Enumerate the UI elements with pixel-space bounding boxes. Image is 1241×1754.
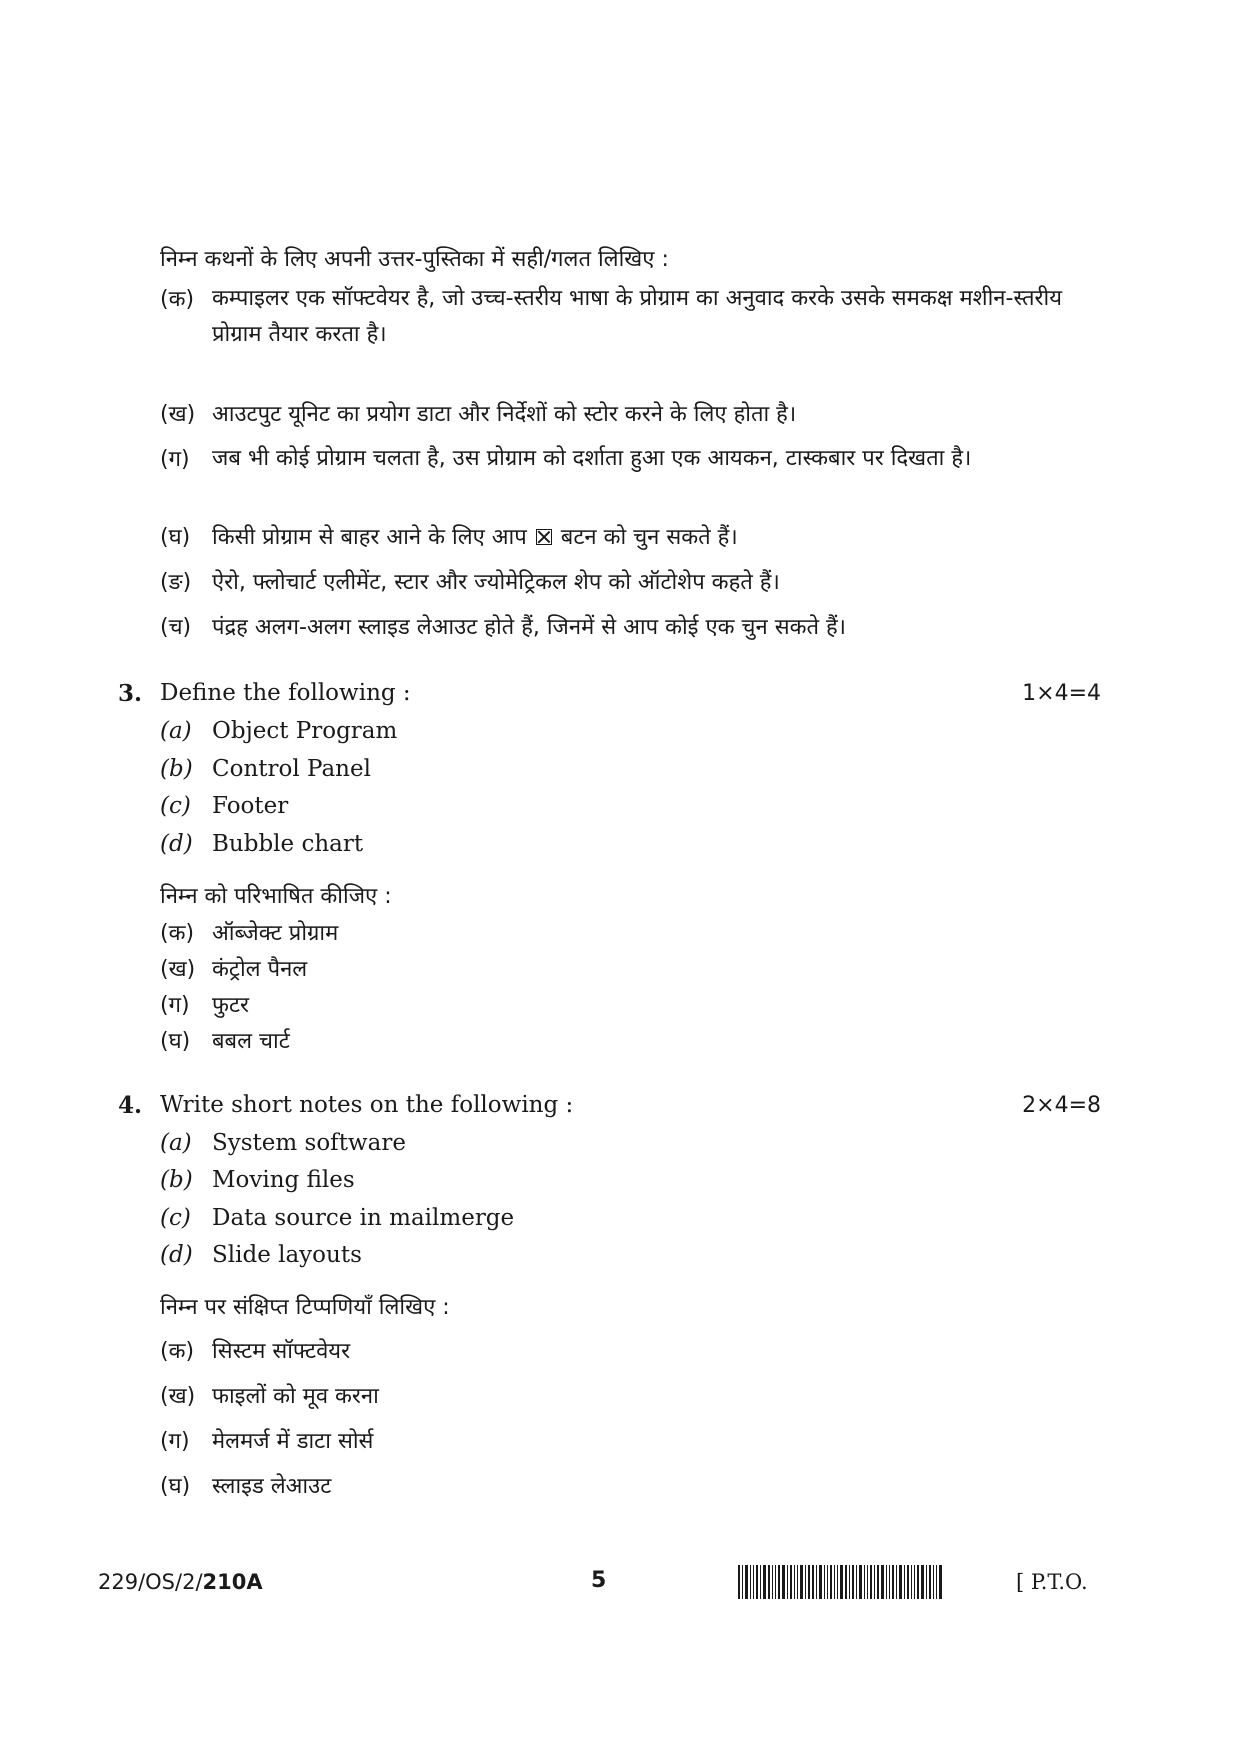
q4-hindi-item-ga [160,1425,373,1455]
q4-hindi-label: (क) [160,1339,195,1364]
barcode-bar [753,1565,754,1599]
barcode-bar [768,1565,770,1599]
barcode-bar [742,1565,743,1599]
tf-item-kha [160,398,796,428]
barcode-bar [812,1565,814,1599]
barcode-bar [738,1565,740,1599]
q3-marks: 1×4=4 [1022,681,1101,706]
barcode-bar [797,1565,798,1599]
barcode-bar [929,1565,931,1599]
barcode-bar [856,1565,857,1599]
barcode-bar [881,1565,884,1599]
barcode-bar [834,1565,835,1599]
barcode-bar [896,1565,897,1599]
barcode-icon [738,1565,1003,1599]
barcode-bar [939,1565,942,1599]
q3-hindi-label: (ग) [160,993,190,1018]
close-box-icon [536,529,552,545]
q4-hindi-text: स्लाइड लेआउट [212,1474,332,1499]
q4-hindi-item-kha [160,1380,379,1410]
barcode-bar [845,1565,847,1599]
q3-item-d [160,831,363,857]
q4-marks: 2×4=8 [1022,1093,1101,1118]
barcode-bar [867,1565,868,1599]
barcode-bar [827,1565,828,1599]
tf-text: पंद्रह अलग-अलग स्लाइड लेआउट होते हैं, जिनमें से आप कोई एक चुन सकते हैं। [212,615,847,640]
pto-label: [ P.T.O. [1016,1570,1088,1594]
q4-hindi-text: फाइलों को मूव करना [212,1384,379,1409]
barcode-bar [886,1565,887,1599]
tf-text-after: बटन को चुन सकते हैं। [560,525,738,550]
barcode-bar [870,1565,872,1599]
barcode-bar [790,1565,792,1599]
barcode-bar [837,1565,838,1599]
barcode-bar [877,1565,879,1599]
q4-label: (b) [160,1167,193,1193]
barcode-bar [782,1565,785,1599]
q4-label: (a) [160,1130,192,1156]
q4-hindi-item-ka [160,1335,350,1365]
q3-hindi-item-ga [160,989,249,1019]
q3-hindi-label: (ख) [160,957,196,982]
q3-text: Object Program [212,718,398,744]
q3-hindi-item-kha [160,953,307,983]
tf-text-ka: कम्पाइलर एक सॉफ्टवेयर है, जो उच्च-स्तरीय भाषा के प्रोग्राम का अनुवाद करके उसके समकक्ष मशीन-स्तरीय प्रोग्राम तैयार करता है। [212,286,1063,347]
tf-text-ga: जब भी कोई प्रोग्राम चलता है, उस प्रोग्राम को दर्शाता हुआ एक आयकन, टास्कबार पर दिखता है। [212,446,972,471]
tf-text: ऐरो, फ्लोचार्ट एलीमेंट, स्टार और ज्योमेट्रिकल शेप को ऑटोशेप कहते हैं। [212,570,780,595]
barcode-bar [859,1565,862,1599]
barcode-bar [864,1565,865,1599]
q3-number: 3. [118,680,143,707]
tf-item-ka [160,283,212,313]
barcode-bar [763,1565,766,1599]
tf-text: आउटपुट यूनिट का प्रयोग डाटा और निर्देशों को स्टोर करने के लिए होता है। [212,402,797,427]
tf-label: (घ) [160,525,191,550]
q3-item-a [160,718,397,744]
barcode-bar [775,1565,776,1599]
barcode-bar [819,1565,822,1599]
tf-item-ga [160,443,212,473]
barcode-bar [907,1565,909,1599]
barcode-bar [800,1565,803,1599]
q3-hindi-label: (क) [160,921,195,946]
q3-text: Footer [212,793,289,819]
q4-hindi-item-gha [160,1470,331,1500]
q3-title: Define the following : [160,680,411,706]
barcode-bar [750,1565,751,1599]
tf-intro: निम्न कथनों के लिए अपनी उत्तर-पुस्तिका में सही/गलत लिखिए : [160,247,669,272]
paper-code-bold: 210A [202,1570,263,1594]
barcode-bar [892,1565,894,1599]
q4-item-c [160,1205,514,1231]
q3-hindi-item-gha [160,1025,290,1055]
q4-item-a [160,1130,406,1156]
barcode-bar [874,1565,875,1599]
q3-text: Control Panel [212,756,371,782]
barcode-bar [911,1565,912,1599]
q3-hindi-label: (घ) [160,1029,191,1054]
barcode-bar [760,1565,761,1599]
tf-item-nga [160,566,780,596]
q4-item-b [160,1167,355,1193]
barcode-bar [787,1565,788,1599]
barcode-bar [899,1565,902,1599]
q3-item-b [160,756,371,782]
barcode-bar [805,1565,806,1599]
tf-label: (ग) [160,447,190,472]
q4-hindi-label: (घ) [160,1474,191,1499]
q4-hindi-text: मेलमर्ज में डाटा सोर्स [212,1429,374,1454]
barcode-bar [840,1565,843,1599]
barcode-bar [756,1565,758,1599]
barcode-bar [794,1565,795,1599]
barcode-bar [926,1565,927,1599]
barcode-bar [936,1565,937,1599]
q3-hindi-text: बबल चार्ट [212,1029,290,1054]
barcode-bar [914,1565,915,1599]
q3-hindi-text: ऑब्जेक्ट प्रोग्राम [212,921,339,946]
q4-label: (d) [160,1242,193,1268]
barcode-bar [933,1565,934,1599]
barcode-bar [904,1565,905,1599]
q4-label: (c) [160,1205,191,1231]
q3-item-c [160,793,288,819]
q3-text: Bubble chart [212,831,364,857]
q4-text: Moving files [212,1167,355,1193]
barcode-bar [921,1565,924,1599]
tf-item-gha [160,521,738,551]
q3-hindi-item-ka [160,917,338,947]
q3-hindi-text: कंट्रोल पैनल [212,957,308,982]
barcode-bar [849,1565,850,1599]
q4-hindi-label: (ग) [160,1429,190,1454]
q4-item-d [160,1242,362,1268]
q4-text: System software [212,1130,406,1156]
barcode-bar [772,1565,773,1599]
barcode-bar [816,1565,817,1599]
barcode-bar [830,1565,832,1599]
q3-label: (a) [160,718,192,744]
barcode-bar [852,1565,854,1599]
q4-number: 4. [118,1092,143,1119]
paper-code-prefix: 229/OS/2/ [98,1570,203,1594]
q4-text: Data source in mailmerge [212,1205,515,1231]
q3-label: (b) [160,756,193,782]
q3-hindi-title: निम्न को परिभाषित कीजिए : [160,884,392,909]
q3-label: (d) [160,831,193,857]
barcode-bar [808,1565,810,1599]
q3-hindi-text: फुटर [212,993,250,1018]
tf-label: (च) [160,615,192,640]
q3-label: (c) [160,793,191,819]
q4-hindi-text: सिस्टम सॉफ्टवेयर [212,1339,351,1364]
q4-title: Write short notes on the following : [160,1092,574,1118]
barcode-bar [917,1565,919,1599]
barcode-bar [824,1565,825,1599]
tf-label: (ख) [160,402,196,427]
barcode-bar [889,1565,890,1599]
q4-hindi-title: निम्न पर संक्षिप्त टिप्पणियाँ लिखिए : [160,1295,450,1320]
paper-code [98,1570,263,1594]
barcode-bar [745,1565,748,1599]
tf-label: (ङ) [160,570,192,595]
q4-text: Slide layouts [212,1242,362,1268]
tf-text-before: किसी प्रोग्राम से बाहर आने के लिए आप [212,525,527,550]
barcode-bar [778,1565,780,1599]
page-number: 5 [591,1568,607,1593]
tf-label: (क) [160,287,195,312]
tf-item-cha [160,611,846,641]
q4-hindi-label: (ख) [160,1384,196,1409]
